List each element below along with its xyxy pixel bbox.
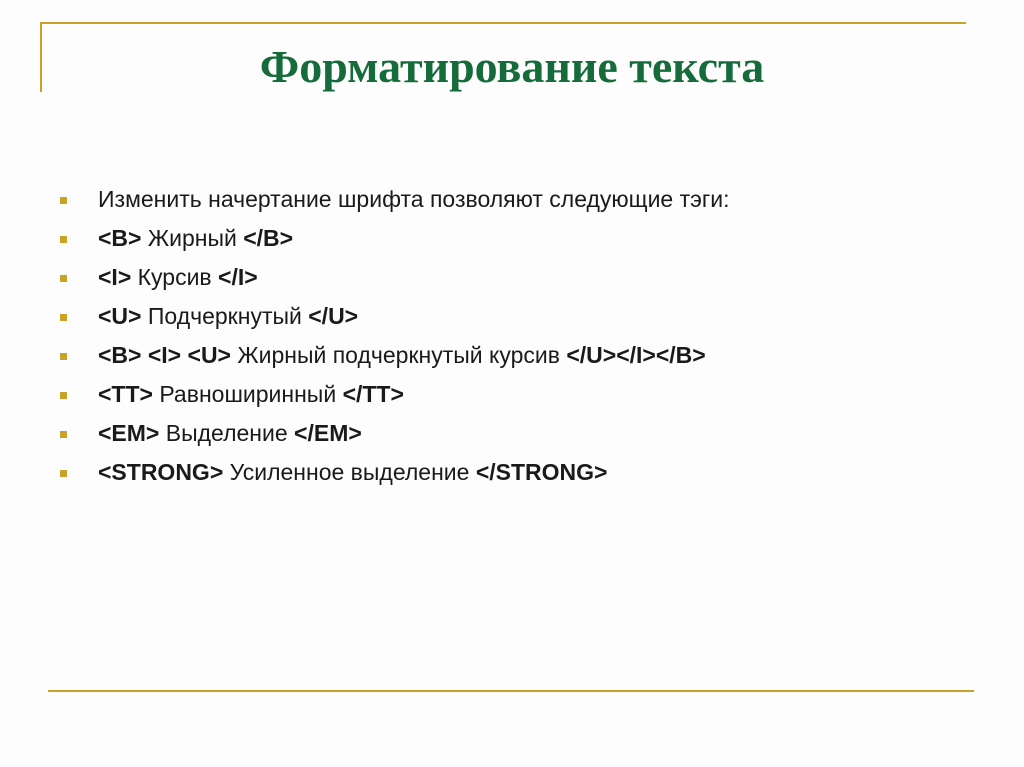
bullet-item <box>60 453 960 492</box>
bullet-item <box>60 375 960 414</box>
bullet-text <box>98 303 358 330</box>
tag-description: Жирный <box>141 225 244 251</box>
bullet-item <box>60 258 960 297</box>
tag-description: Равноширинный <box>152 381 343 407</box>
tag-description: Курсив <box>131 264 219 290</box>
open-tag: <B> <box>98 225 142 251</box>
open-tag: <U> <box>98 303 142 329</box>
tag-description: Подчеркнутый <box>141 303 309 329</box>
square-bullet-icon <box>60 470 67 477</box>
bullet-text <box>98 264 258 291</box>
close-tag: </EM> <box>294 420 362 446</box>
square-bullet-icon <box>60 392 67 399</box>
open-tag: <I> <box>98 264 132 290</box>
close-tag: </STRONG> <box>475 459 608 485</box>
square-bullet-icon <box>60 197 67 204</box>
square-bullet-icon <box>60 236 67 243</box>
square-bullet-icon <box>60 275 67 282</box>
tag-description: Жирный подчеркнутый курсив <box>230 342 567 368</box>
bullet-text <box>98 459 607 486</box>
bullet-text <box>98 381 404 408</box>
bullet-item <box>60 336 960 375</box>
close-tag: </TT> <box>342 381 404 407</box>
bullet-text <box>98 225 293 252</box>
bullet-text: Изменить начертание шрифта позволяют следующие тэги: <box>98 186 730 212</box>
frame-bottom-line <box>48 690 974 692</box>
bullet-item <box>60 219 960 258</box>
square-bullet-icon <box>60 314 67 321</box>
slide-title: Форматирование текста <box>259 41 765 92</box>
close-tag: </I> <box>218 264 258 290</box>
close-tag: </B> <box>243 225 294 251</box>
square-bullet-icon <box>60 431 67 438</box>
square-bullet-icon <box>60 353 67 360</box>
tag-description: Усиленное выделение <box>223 459 476 485</box>
bullet-text <box>98 420 362 447</box>
tag-description: Выделение <box>159 420 295 446</box>
open-tag: <TT> <box>98 381 153 407</box>
close-tag: </U></I></B> <box>566 342 706 368</box>
close-tag: </U> <box>308 303 359 329</box>
open-tag: <STRONG> <box>98 459 224 485</box>
bullet-list <box>60 180 960 492</box>
frame-top-line <box>40 22 966 24</box>
bullet-item <box>60 414 960 453</box>
open-tag: <EM> <box>98 420 160 446</box>
bullet-text <box>98 342 706 369</box>
bullet-item <box>60 180 960 219</box>
open-tag: <B> <I> <U> <box>98 342 231 368</box>
bullet-item <box>60 297 960 336</box>
